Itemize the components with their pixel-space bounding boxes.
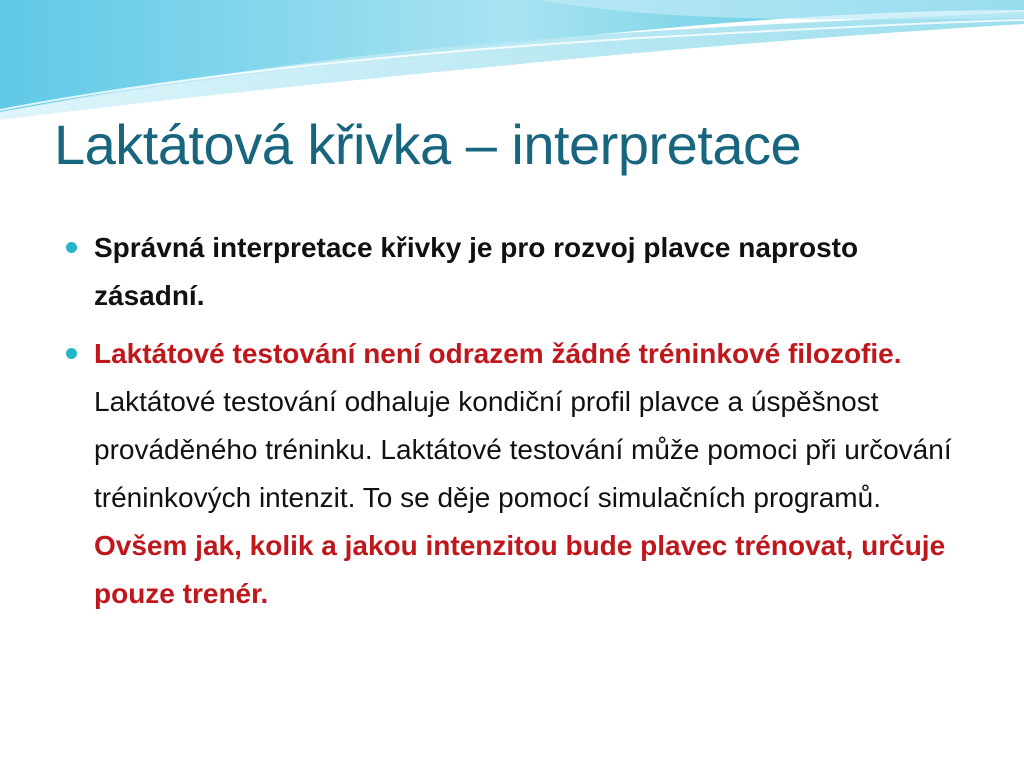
bullet-item	[62, 224, 962, 320]
header-wave-decoration	[0, 0, 1024, 120]
bullet-item	[62, 330, 962, 618]
slide-title: Laktátová křivka – interpretace	[54, 113, 802, 176]
bullet-list	[62, 224, 962, 628]
bullet-emphasis-tail: Ovšem jak, kolik a jakou intenzitou bude plavec trénovat, určuje pouze trenér.	[94, 530, 946, 609]
bullet-text: Správná interpretace křivky je pro rozvoj plavce naprosto zásadní.	[94, 232, 859, 311]
bullet-dot-icon	[66, 242, 77, 253]
bullet-emphasis-lead: Laktátové testování není odrazem žádné tréninkové filozofie.	[94, 338, 902, 369]
bullet-dot-icon	[66, 348, 77, 359]
bullet-body-text: Laktátové testování odhaluje kondiční profil plavce a úspěšnost prováděného tréninku. Laktátové testování může pomoci při určování tréninkových intenzit. To se děje pomocí simulačních programů.	[94, 386, 952, 513]
